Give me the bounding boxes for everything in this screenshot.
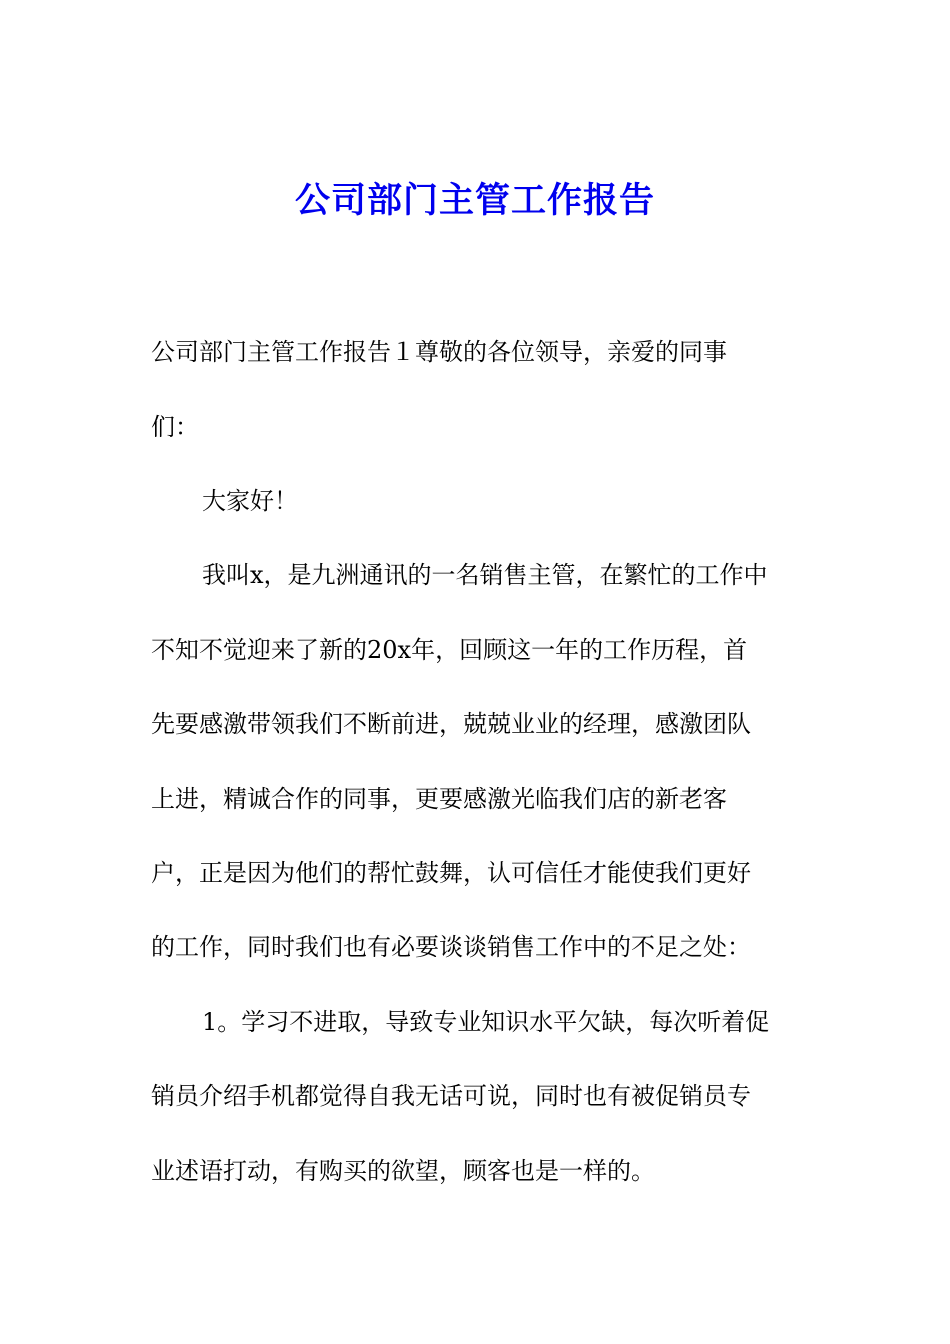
body-line: 的工作，同时我们也有必要谈谈销售工作中的不足之处：: [151, 933, 751, 961]
body-line: 大家好！: [202, 487, 298, 515]
body-line: 上进，精诚合作的同事，更要感激光临我们店的新老客: [151, 785, 727, 813]
body-line: 们：: [151, 413, 199, 441]
body-line: 销员介绍手机都觉得自我无话可说，同时也有被促销员专: [151, 1082, 751, 1110]
body-line: 不知不觉迎来了新的20x年，回顾这一年的工作历程，首: [151, 636, 748, 664]
body-line: 业述语打动，有购买的欲望，顾客也是一样的。: [151, 1157, 655, 1185]
body-line: 户，正是因为他们的帮忙鼓舞，认可信任才能使我们更好: [151, 859, 751, 887]
body-line: 1。学习不进取，导致专业知识水平欠缺，每次听着促: [202, 1008, 770, 1036]
document-title: 公司部门主管工作报告: [294, 180, 655, 221]
body-line: 先要感激带领我们不断前进，兢兢业业的经理，感激团队: [151, 710, 751, 738]
body-line: 我叫x，是九洲通讯的一名销售主管，在繁忙的工作中: [202, 561, 768, 589]
body-line: 公司部门主管工作报告１尊敬的各位领导，亲爱的同事: [151, 338, 727, 366]
